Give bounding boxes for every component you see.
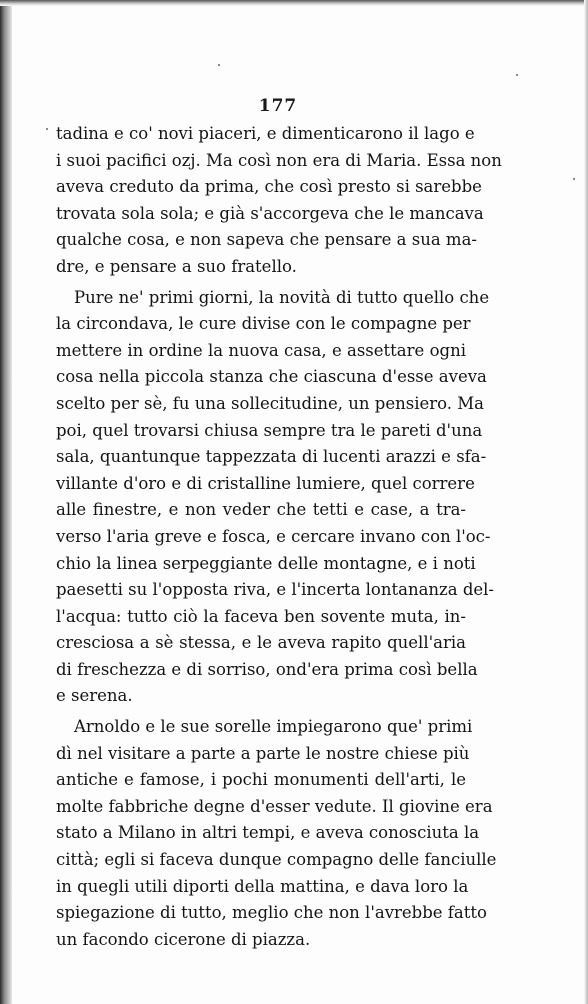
paragraph — [56, 285, 494, 711]
text-line: stato a Milano in altri tempi, e aveva conosciuta la — [56, 823, 480, 843]
text-line: cosa nella piccola stanza che ciascuna d'esse aveva — [56, 367, 487, 387]
text-line: antiche e famose, i pochi monumenti dell'arti, le — [56, 770, 466, 790]
text-line: verso l'aria greve e fosca, e cercare invano con l'oc- — [56, 526, 491, 546]
text-line: in quegli utili diporti della mattina, e dava loro la — [56, 876, 469, 896]
page-right-edge — [584, 0, 588, 1004]
page-number: 177 — [258, 96, 298, 116]
text-line: città; egli si faceva dunque compagno delle fanciulle — [56, 850, 497, 870]
paragraph — [56, 121, 502, 281]
text-line: cresciosa a sè stessa, e le aveva rapito quell'aria — [56, 633, 466, 653]
paragraph — [56, 714, 497, 953]
scan-speck — [573, 178, 575, 180]
text-line: chio la linea serpeggiante delle montagne, e i noti — [56, 553, 476, 573]
text-line: trovata sola sola; e già s'accorgeva che le mancava — [56, 203, 484, 223]
text-line: Pure ne' primi giorni, la novità di tutto quello che — [74, 287, 490, 307]
page-binding-shadow — [0, 0, 12, 1004]
text-line: di freschezza e di sorriso, ond'era prima così bella — [56, 659, 478, 679]
text-line: sala, quantunque tappezzata di lucenti arazzi e sfa- — [56, 447, 487, 467]
text-line: i suoi pacifici ozj. Ma così non era di Maria. Essa non — [56, 150, 502, 170]
text-line: spiegazione di tutto, meglio che non l'avrebbe fatto — [56, 903, 487, 923]
page-top-edge — [0, 0, 588, 6]
text-line: la circondava, le cure divise con le compagne per — [56, 314, 471, 334]
body-text — [56, 121, 502, 953]
text-line: qualche cosa, e non sapeva che pensare a sua ma- — [56, 230, 477, 250]
text-line: e serena. — [56, 686, 133, 706]
text-line: un facondo cicerone di piazza. — [56, 929, 311, 949]
text-line: scelto per sè, fu una sollecitudine, un pensiero. Ma — [56, 393, 484, 413]
text-line: villante d'oro e di cristalline lumiere, quel correre — [56, 473, 475, 493]
text-line: paesetti su l'opposta riva, e l'incerta lontananza del- — [56, 580, 494, 600]
text-line: dì nel visitare a parte a parte le nostre chiese più — [56, 743, 470, 763]
text-line: poi, quel trovarsi chiusa sempre tra le pareti d'una — [56, 420, 483, 440]
text-line: dre, e pensare a suo fratello. — [56, 256, 297, 276]
scan-speck — [46, 128, 48, 130]
text-line: alle finestre, e non veder che tetti e case, a tra- — [56, 500, 466, 520]
text-line: mettere in ordine la nuova casa, e assettare ogni — [56, 340, 466, 360]
text-line: Arnoldo e le sue sorelle impiegarono que' primi — [74, 717, 473, 737]
text-line: tadina e co' novi piaceri, e dimenticarono il lago e — [56, 124, 475, 143]
text-line: aveva creduto da prima, che così presto si sarebbe — [56, 177, 482, 197]
scan-speck — [218, 64, 220, 66]
scan-speck — [516, 74, 518, 76]
text-line: molte fabbriche degne d'esser vedute. Il giovine era — [56, 796, 493, 816]
text-line: l'acqua: tutto ciò la faceva ben sovente muta, in- — [56, 606, 466, 626]
